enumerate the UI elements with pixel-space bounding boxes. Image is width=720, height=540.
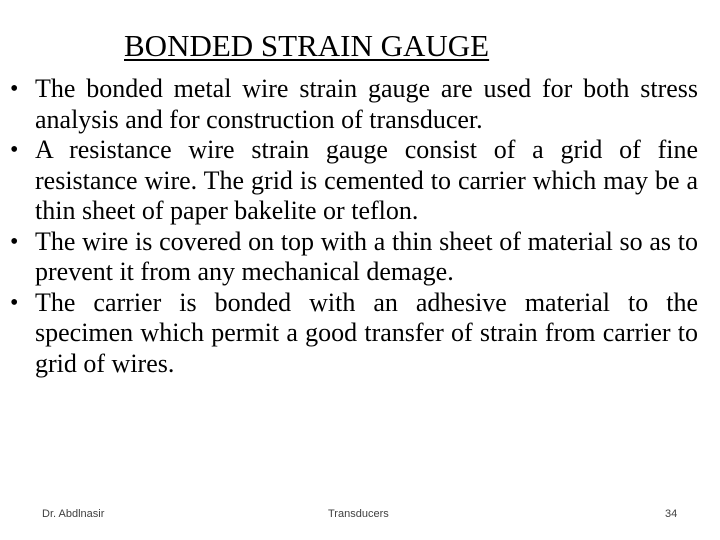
bullet-item [0,135,698,227]
bullet-icon: • [10,76,19,102]
footer-page-number: 34 [665,508,678,520]
footer-author: Dr. Abdlnasir [42,508,105,520]
footer-topic: Transducers [328,508,389,520]
bullet-item [0,227,698,288]
bullet-icon: • [10,289,19,316]
bullet-list [0,74,720,379]
bullet-text: The carrier is bonded with an adhesive material to the specimen which permit a good transfer of strain from carrier to grid of wires. [35,287,698,378]
bullet-item [0,288,698,380]
slide-title: BONDED STRAIN GAUGE [124,28,490,63]
bullet-text: A resistance wire strain gauge consist of a grid of fine resistance wire. The grid is cemented to carrier which may be a thin sheet of paper bakelite or teflon. [35,135,698,225]
bullet-text: The bonded metal wire strain gauge are used for both stress analysis and for construction of transducer. [35,74,698,134]
bullet-item [0,74,698,135]
bullet-icon: • [10,228,19,255]
bullet-icon: • [10,137,19,163]
bullet-text: The wire is covered on top with a thin sheet of material so as to prevent it from any mechanical demage. [35,226,698,286]
